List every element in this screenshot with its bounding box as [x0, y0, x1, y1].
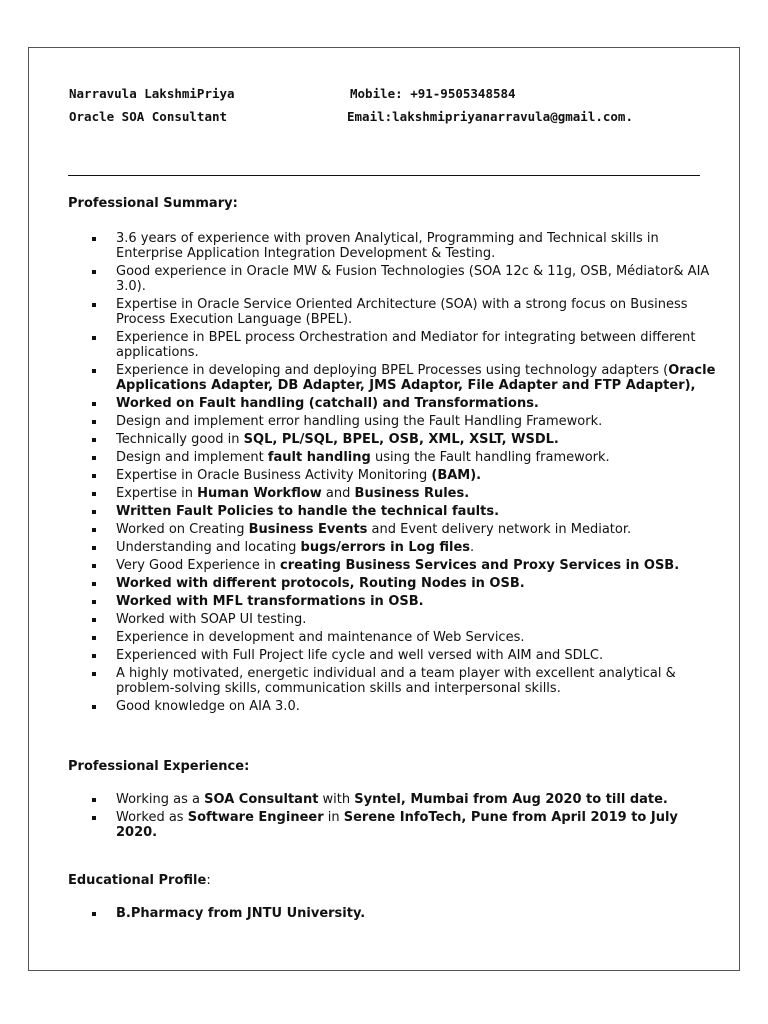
summary-heading: Professional Summary:	[68, 196, 238, 211]
summary-item	[88, 648, 718, 663]
bullet-text-segment: Experience in BPEL process Orchestration and Mediator for integrating between different applications.	[116, 330, 696, 360]
summary-item	[88, 558, 718, 573]
bullet-text-segment: Good experience in Oracle MW & Fusion Technologies (SOA 12c & 11g, OSB, Médiator& AIA 3.0).	[116, 264, 710, 294]
summary-item	[88, 699, 718, 714]
bullet-text-segment: Expertise in Oracle Service Oriented Architecture (SOA) with a strong focus on Business Process Execution Language (BPEL).	[116, 297, 688, 327]
summary-item	[88, 486, 718, 501]
bullet-text-segment: Software Engineer	[187, 810, 324, 825]
education-heading-label: Educational Profile	[68, 873, 207, 888]
bullet-text-segment: B.Pharmacy from JNTU University.	[116, 906, 366, 921]
bullet-text-segment: 3.6 years of experience with proven Analytical, Programming and Technical skills in Enterprise Application Integration Development & Testing.	[116, 231, 659, 261]
bullet-text-segment: Design and implement error handling using the Fault Handling Framework.	[116, 414, 603, 429]
summary-item	[88, 231, 718, 261]
bullet-text-segment: and Event delivery network in Mediator.	[367, 522, 632, 537]
bullet-text-segment: Very Good Experience in	[116, 558, 281, 573]
header-divider	[68, 175, 700, 176]
summary-item	[88, 330, 718, 360]
summary-item	[88, 540, 718, 555]
education-heading	[68, 873, 211, 888]
bullet-text-segment: creating Business Services and Proxy Services in OSB.	[280, 558, 680, 573]
summary-item	[88, 363, 718, 393]
summary-item	[88, 264, 718, 294]
summary-item	[88, 450, 718, 465]
experience-list	[88, 792, 718, 843]
candidate-title: Oracle SOA Consultant	[69, 109, 228, 124]
bullet-text-segment: with	[318, 792, 355, 807]
mobile-number: Mobile: +91-9505348584	[350, 86, 516, 101]
bullet-text-segment: SQL, PL/SQL, BPEL, OSB, XML, XSLT, WSDL.	[243, 432, 559, 447]
education-item	[88, 906, 718, 921]
bullet-text-segment: Written Fault Policies to handle the technical faults.	[116, 504, 500, 519]
bullet-text-segment: Business Rules.	[354, 486, 470, 501]
summary-item	[88, 297, 718, 327]
bullet-text-segment: Design and implement	[116, 450, 268, 465]
bullet-text-segment: Serene InfoTech, Pune from April 2019 to July 2020.	[116, 810, 678, 840]
bullet-text-segment: bugs/errors in Log files	[300, 540, 471, 555]
bullet-text-segment: Expertise in	[116, 486, 198, 501]
bullet-text-segment: Experience in development and maintenance of Web Services.	[116, 630, 525, 645]
bullet-text-segment: fault handling	[267, 450, 371, 465]
experience-heading: Professional Experience:	[68, 759, 250, 774]
bullet-text-segment: in	[323, 810, 344, 825]
bullet-text-segment: Good knowledge on AIA 3.0.	[116, 699, 300, 714]
education-heading-colon: :	[206, 873, 211, 888]
bullet-text-segment: Expertise in Oracle Business Activity Monitoring	[116, 468, 432, 483]
bullet-text-segment: Human Workflow	[197, 486, 322, 501]
email-address: Email:lakshmipriyanarravula@gmail.com.	[347, 109, 633, 124]
bullet-text-segment: Working as a	[116, 792, 205, 807]
bullet-text-segment: Business Events	[248, 522, 368, 537]
summary-item	[88, 612, 718, 627]
candidate-name: Narravula LakshmiPriya	[69, 86, 235, 101]
bullet-text-segment: Worked with different protocols, Routing Nodes in OSB.	[116, 576, 525, 591]
summary-item	[88, 396, 718, 411]
summary-item	[88, 414, 718, 429]
bullet-text-segment: Experienced with Full Project life cycle and well versed with AIM and SDLC.	[116, 648, 604, 663]
bullet-text-segment: Oracle Applications Adapter, DB Adapter, JMS Adaptor, File Adapter and FTP Adapter),	[116, 363, 716, 393]
summary-item	[88, 468, 718, 483]
bullet-text-segment: Syntel, Mumbai from Aug 2020 to till date.	[354, 792, 668, 807]
summary-item	[88, 432, 718, 447]
summary-item	[88, 666, 718, 696]
bullet-text-segment: Worked with MFL transformations in OSB.	[116, 594, 424, 609]
bullet-text-segment: Worked on Fault handling (catchall) and Transformations.	[116, 396, 539, 411]
bullet-text-segment: Technically good in	[116, 432, 244, 447]
bullet-text-segment: Understanding and locating	[116, 540, 301, 555]
bullet-text-segment: A highly motivated, energetic individual and a team player with excellent analytical & problem-solving skills, communication skills and interpersonal skills.	[116, 666, 676, 696]
bullet-text-segment: Worked on Creating	[116, 522, 249, 537]
bullet-text-segment: and	[321, 486, 355, 501]
bullet-text-segment: (BAM).	[431, 468, 482, 483]
experience-item	[88, 810, 718, 840]
bullet-text-segment: SOA Consultant	[204, 792, 319, 807]
summary-item	[88, 522, 718, 537]
bullet-text-segment: using the Fault handling framework.	[370, 450, 610, 465]
summary-list	[88, 231, 718, 717]
bullet-text-segment: .	[470, 540, 475, 555]
bullet-text-segment: Experience in developing and deploying BPEL Processes using technology adapters (	[116, 363, 669, 378]
bullet-text-segment: Worked with SOAP UI testing.	[116, 612, 307, 627]
summary-item	[88, 594, 718, 609]
bullet-text-segment: Worked as	[116, 810, 188, 825]
education-list	[88, 906, 718, 924]
experience-item	[88, 792, 718, 807]
summary-item	[88, 504, 718, 519]
summary-item	[88, 630, 718, 645]
summary-item	[88, 576, 718, 591]
